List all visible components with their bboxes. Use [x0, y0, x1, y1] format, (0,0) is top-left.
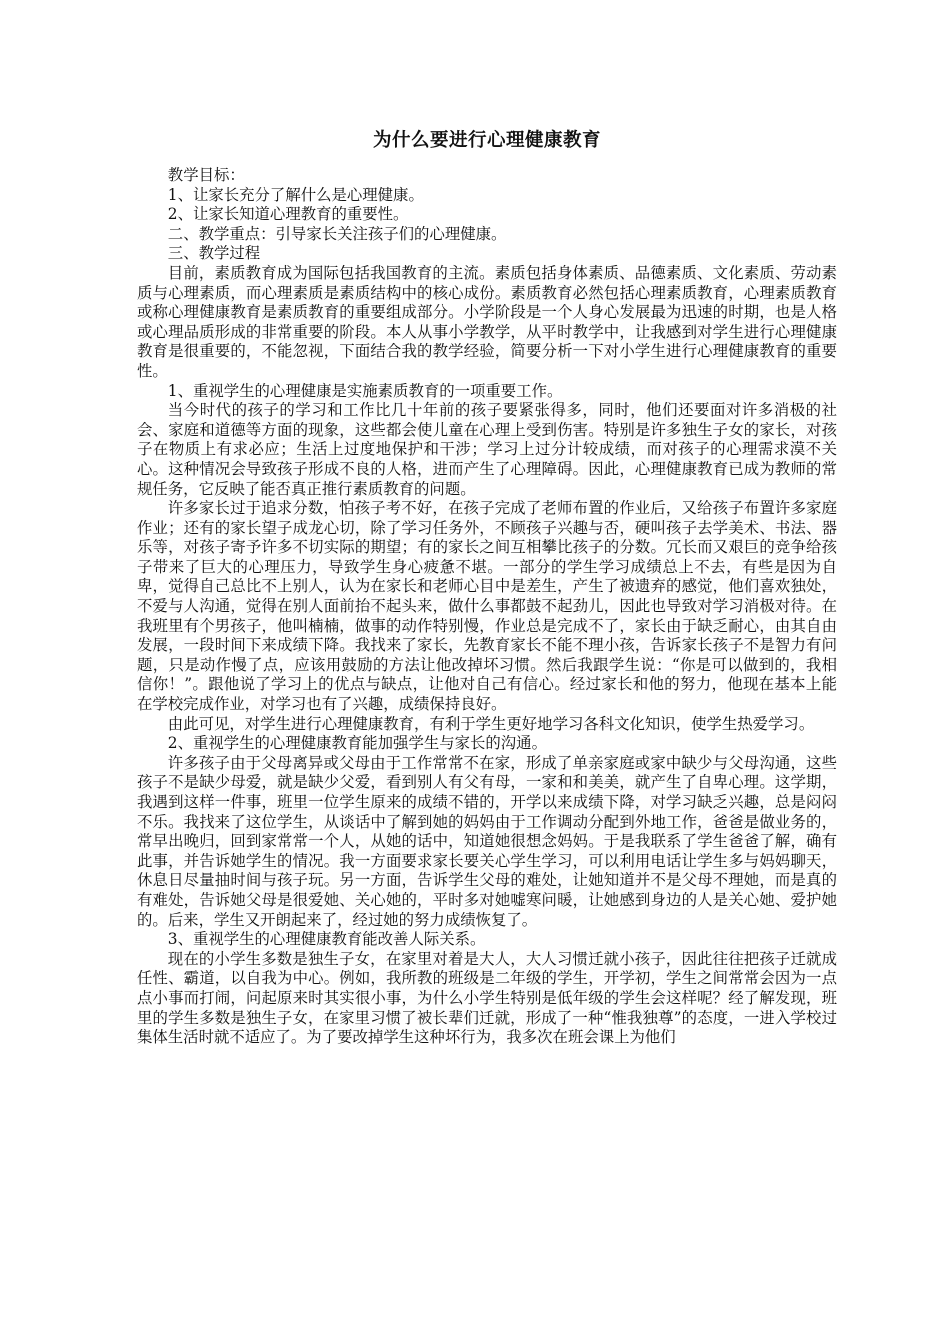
- paragraph: 许多孩子由于父母离异或父母由于工作常常不在家，形成了单亲家庭或家中缺少与父母沟通，这些孩子不是缺少母爱，就是缺少父爱，看到别人有父有母，一家和和美美，就产生了自卑心理。这学期，我遇到这样一件事，班里一位学生原来的成绩不错的，开学以来成绩下降，对学习缺乏兴趣，总是闷闷不乐。我找来了这位学生，从谈话中了解到她的妈妈由于工作调动分配到外地工作，爸爸是做业务的，常早出晚归，回到家常常一个人，从她的话中，知道她很想念妈妈。于是我联系了学生爸爸了解，确有此事，并告诉她学生的情况。我一方面要求家长要关心学生学习，可以利用电话让学生多与妈妈聊天，休息日尽量抽时间与孩子玩。另一方面，告诉学生父母的难处，让她知道并不是父母不理她，而是真的有难处，告诉她父母是很爱她、关心她的，平时多对她嘘寒问暖，让她感到身边的人是关心她、爱护她的。后来，学生又开朗起来了，经过她的努力成绩恢复了。: [137, 753, 837, 929]
- document-body: [137, 166, 837, 1048]
- paragraph: 二、教学重点：引导家长关注孩子们的心理健康。: [167, 224, 507, 243]
- paragraph: 许多家长过于追求分数，怕孩子考不好，在孩子完成了老师布置的作业后，又给孩子布置许多家庭作业；还有的家长望子成龙心切，除了学习任务外，不顾孩子兴趣与否，硬叫孩子去学美术、书法、器乐等，对孩子寄予许多不切实际的期望；有的家长之间互相攀比孩子的分数。冗长而又艰巨的竞争给孩子带来了巨大的心理压力，导致学生身心疲惫不堪。一部分的学生学习成绩总上不去，有些是因为自卑，觉得自己总比不上别人，认为在家长和老师心目中是差生，产生了被遗弃的感觉，他们喜欢独处，不爱与人沟通，觉得在别人面前抬不起头来，做什么事都鼓不起劲儿，因此也导致对学习消极对待。在我班里有个男孩子，他叫楠楠，做事的动作特别慢，作业总是完成不了，家长由于缺乏耐心，由其自由发展，一段时间下来成绩下降。我找来了家长，先教育家长不能不理小孩，告诉家长孩子不是智力有问题，只是动作慢了点，应该用鼓励的方法让他改掉坏习惯。然后我跟学生说：“你是可以做到的，我相信你！”。跟他说了学习上的优点与缺点，让他对自己有信心。经过家长和他的努力，他现在基本上能在学校完成作业，对学习也有了兴趣，成绩保持良好。: [137, 499, 837, 714]
- paragraph: 目前，素质教育成为国际包括我国教育的主流。素质包括身体素质、品德素质、文化素质、劳动素质与心理素质，而心理素质是素质结构中的核心成份。素质教育必然包括心理素质教育，心理素质教育或称心理健康教育是素质教育的重要组成部分。小学阶段是一个人身心发展最为迅速的时期，也是人格或心理品质形成的非常重要的阶段。本人从事小学教学，从平时教学中，让我感到对学生进行心理健康教育是很重要的，不能忽视，下面结合我的教学经验，简要分析一下对小学生进行心理健康教育的重要性。: [137, 263, 837, 380]
- paragraph: 1、让家长充分了解什么是心理健康。: [167, 185, 424, 204]
- paragraph: 3、重视学生的心理健康教育能改善人际关系。: [167, 930, 486, 949]
- document-title: 为什么要进行心理健康教育: [372, 130, 601, 151]
- paragraph: 2、让家长知道心理教育的重要性。: [167, 205, 409, 224]
- paragraph: 由此可见，对学生进行心理健康教育，有利于学生更好地学习各科文化知识，使学生热爱学习。: [167, 714, 815, 733]
- paragraph: 教学目标：: [167, 166, 245, 184]
- paragraph: 1、重视学生的心理健康是实施素质教育的一项重要工作。: [167, 381, 563, 400]
- paragraph: 三、教学过程: [167, 244, 261, 263]
- paragraph: 当今时代的孩子的学习和工作比几十年前的孩子要紧张得多，同时，他们还要面对许多消极的社会、家庭和道德等方面的现象，这些都会使儿童在心理上受到伤害。特别是许多独生子女的家长，对孩子在物质上有求必应；生活上过度地保护和干涉；学习上过分计较成绩，而对孩子的心理需求漠不关心。这种情况会导致孩子形成不良的人格，进而产生了心理障碍。因此，心理健康教育已成为教师的常规任务，它反映了能否真正推行素质教育的问题。: [137, 401, 837, 498]
- document-page: [137, 128, 837, 1048]
- paragraph: 2、重视学生的心理健康教育能加强学生与家长的沟通。: [167, 734, 547, 753]
- paragraph: 现在的小学生多数是独生子女，在家里对着是大人，大人习惯迁就小孩子，因此往往把孩子迁就成任性、霸道，以自我为中心。例如，我所教的班级是二年级的学生，开学初，学生之间常常会因为一点点小事而打闹，问起原来时其实很小事，为什么小学生特别是低年级的学生会这样呢？经了解发现，班里的学生多数是独生子女，在家里习惯了被长辈们迁就，形成了一种“惟我独尊”的态度，一进入学校过集体生活时就不适应了。为了要改掉学生这种坏行为，我多次在班会课上为他们: [137, 949, 837, 1047]
